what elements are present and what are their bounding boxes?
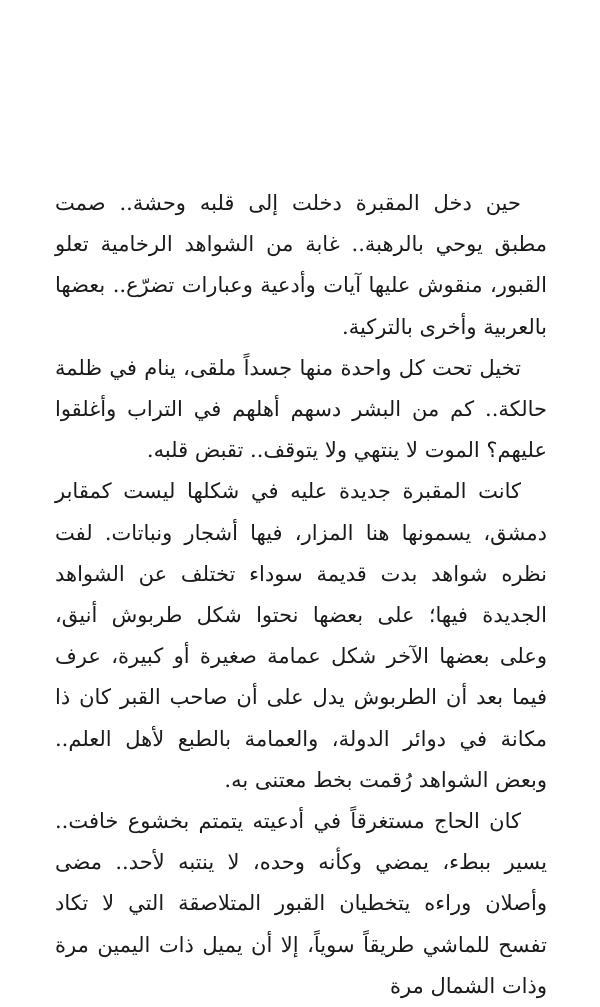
paragraph-gravestones: كانت المقبرة جديدة عليه في شكلها ليست كمقابر دمشق، يسمونها هنا المزار، فيها أشجار ونباتات. لفت نظره شواهد بدت قديمة سوداء تختلف عن الشواهد الجديدة فيها؛ على بعضها نحتوا شكل طربوش أنيق، وعلى بعضها الآخر شكل عمامة صغيرة أو كبيرة، عرف فيما بعد أن الطربوش يدل على أن صاحب القبر كان ذا مكانة في دوائر الدولة، والعمامة بالطبع لأهل العلم.. وبعض الشواهد رُقمت بخط معتنى به. xyxy=(55,479,547,792)
paragraph-hajj-walking: كان الحاج مستغرقاً في أدعيته يتمتم بخشوع خافت.. يسير ببطء، يمضي وكأنه وحده، لا ينتبه لأحد.. مضى وأصلان وراءه يتخطيان القبور المتلاصقة التي لا تكاد تفسح للماشي طريقاً سوياً، إلا أن يميل ذات اليمين مرة وذات الشمال مرة xyxy=(55,809,547,998)
paragraph-buried-bodies: تخيل تحت كل واحدة منها جسداً ملقى، ينام في ظلمة حالكة.. كم من البشر دسهم أهلهم في التراب وأغلقوا عليهم؟ الموت لا ينتهي ولا يتوقف.. تقبض قلبه. xyxy=(55,355,547,463)
paragraph-cemetery-entry: حين دخل المقبرة دخلت إلى قلبه وحشة.. صمت مطبق يوحي بالرهبة.. غابة من الشواهد الرخامية تعلو القبور، منقوش عليها آيات وأدعية وعبارات تضرّع.. بعضها بالعربية وأخرى بالتركية. xyxy=(55,191,547,339)
book-page-text xyxy=(55,183,547,1007)
